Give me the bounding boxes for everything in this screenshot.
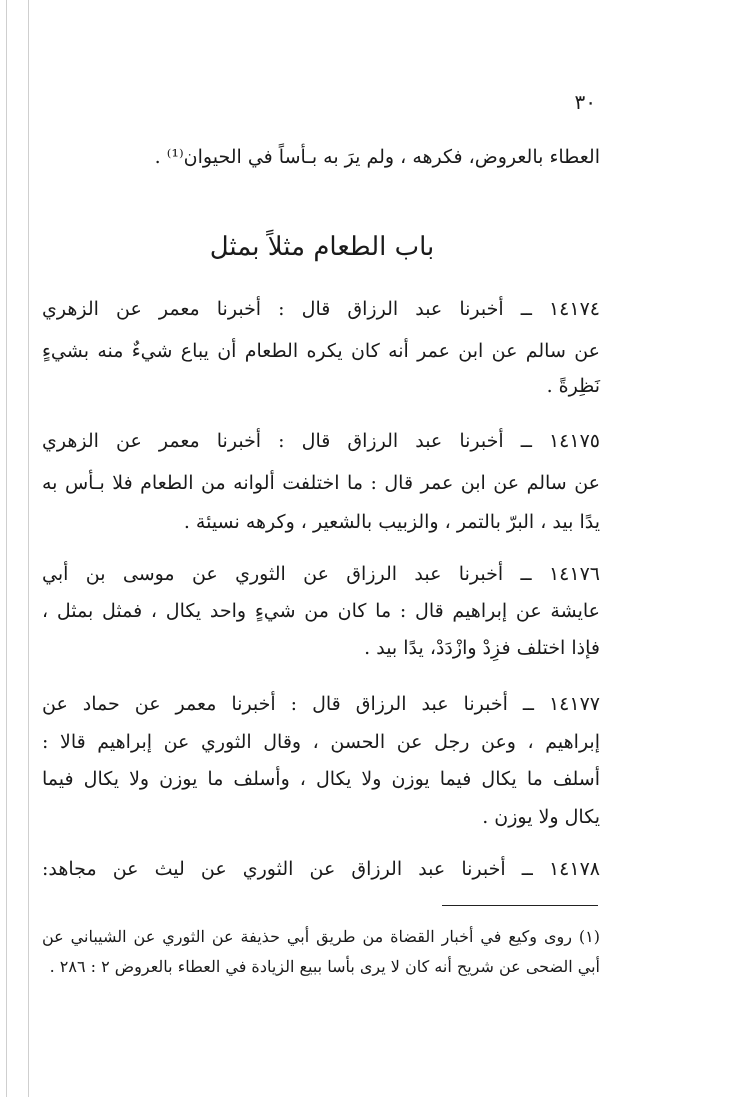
entry-14177-line-4: يكال ولا يوزن .: [482, 806, 600, 828]
entry-14175-line-2: عن سالم عن ابن عمر قال : ما اختلفت ألوانه من الطعام فلا بـأس به: [42, 472, 600, 494]
entry-14175-line-1: ١٤١٧٥ ــ أخبرنا عبد الرزاق قال : أخبرنا معمر عن الزهري: [42, 430, 600, 452]
entry-14177-line-1: ١٤١٧٧ ــ أخبرنا عبد الرزاق قال : أخبرنا معمر عن حماد عن: [42, 693, 600, 715]
entry-14174-line-2: عن سالم عن ابن عمر أنه كان يكره الطعام أن يباع شيءٌ منه بشيءٍ: [42, 340, 600, 362]
footnote-line-2: أبي الضحى عن شريح أنه كان لا يرى بأسا ببيع الزيادة في العطاء بالعروض ٢ : ٢٨٦ .: [49, 957, 600, 976]
entry-14176-line-2: عايشة عن إبراهيم قال : ما كان من شيءٍ واحد يكال ، فمثل بمثل ،: [42, 600, 600, 622]
book-page: [42, 0, 602, 1097]
entry-14175-line-3: يدًا بيد ، البرّ بالتمر ، والزبيب بالشعير ، وكرهه نسيئة .: [183, 511, 600, 533]
scan-edge-line: [6, 0, 7, 1097]
scan-edge-line: [28, 0, 29, 1097]
entry-14174-line-3: نَظِرةً .: [546, 375, 600, 397]
entry-14177-line-3: أسلف ما يكال فيما يوزن ولا يكال ، وأسلف ما يوزن ولا يكال فيما: [42, 768, 600, 790]
page-number: ٣٠: [574, 90, 596, 114]
entry-14174-line-1: ١٤١٧٤ ــ أخبرنا عبد الرزاق قال : أخبرنا معمر عن الزهري: [42, 298, 600, 320]
entry-14176-line-1: ١٤١٧٦ ــ أخبرنا عبد الرزاق عن الثوري عن موسى بن أبي: [42, 563, 600, 585]
entry-14178-line-1: ١٤١٧٨ ــ أخبرنا عبد الرزاق عن الثوري عن ليث عن مجاهد:: [42, 858, 600, 880]
footnote-separator: [442, 905, 598, 906]
section-title: باب الطعام مثلاً بمثل: [209, 232, 435, 262]
footnote-line-1: (١) روى وكيع في أخبار القضاة من طريق أبي حذيفة عن الثوري عن الشيباني عن: [42, 927, 600, 946]
entry-14176-line-3: فإذا اختلف فزِدْ وازْدَدْ، يدًا بيد .: [364, 637, 600, 659]
entry-14177-line-2: إبراهيم ، وعن رجل عن الحسن ، وقال الثوري عن إبراهيم قالا :: [42, 731, 600, 753]
intro-line: العطاء بالعروض، فكرهه ، ولم يرَ به بـأساً في الحيوان⁽¹⁾ .: [154, 146, 600, 168]
